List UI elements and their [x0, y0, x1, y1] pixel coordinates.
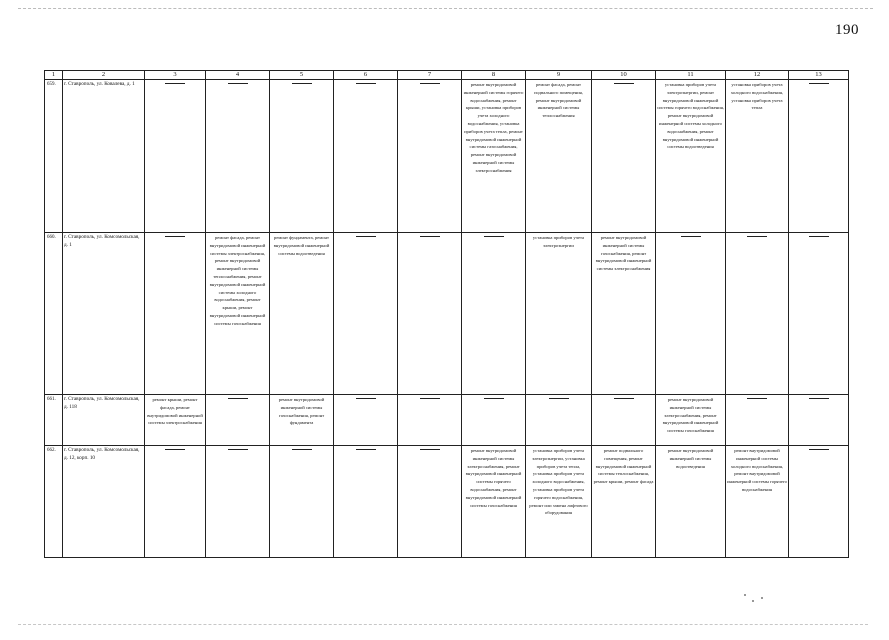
- cell-col-11: установка приборов учета электроэнергии, ремонт внутридомовой инженерной системы горячего водоснабжения, ремонт внутридомовой инженерной системы холодного водоснабжения, ремонт внутридомовой инженерной системы водоотведения: [656, 80, 726, 233]
- column-header: 3: [145, 71, 206, 80]
- cell-col-5: ремонт внутридомовой инженерной системы газоснабжения, ремонт фундамента: [270, 395, 334, 446]
- cell-col-4: [206, 395, 270, 446]
- empty-dash: [747, 236, 767, 237]
- column-header: 5: [270, 71, 334, 80]
- cell-col-3: [145, 446, 206, 558]
- empty-dash: [809, 236, 829, 237]
- cell-col-6: [334, 233, 398, 395]
- cell-col-13: [789, 80, 849, 233]
- cell-col-9: установка приборов учета электроэнергии, установка приборов учета тепла, установка приборов учета холодного водоснабжения, установка приборов учета горячего водоснабжения, ремонт или замена лифтового оборудования: [526, 446, 592, 558]
- empty-dash: [809, 449, 829, 450]
- cell-col-12: [726, 395, 789, 446]
- column-header: 9: [526, 71, 592, 80]
- table-row: [45, 80, 849, 233]
- column-header: 2: [63, 71, 145, 80]
- cell-col-6: [334, 446, 398, 558]
- row-number: 662.: [45, 446, 63, 558]
- empty-dash: [681, 236, 701, 237]
- column-header: 11: [656, 71, 726, 80]
- cell-col-3: [145, 233, 206, 395]
- table-row: [45, 395, 849, 446]
- cell-col-4: ремонт фасада, ремонт внутридомовой инженерной системы электроснабжения, ремонт внутридомовой инженерной системы теплоснабжения, ремонт внутридомовой инженерной системы холодного водоснабжения, ремонт крыши, ремонт внутридомовой инженерной системы газоснабжения: [206, 233, 270, 395]
- table-row: [45, 233, 849, 395]
- cell-col-12: установка приборов учета холодного водоснабжения, установка приборов учета тепла: [726, 80, 789, 233]
- column-header: 4: [206, 71, 270, 80]
- cell-col-13: [789, 446, 849, 558]
- cell-col-7: [398, 446, 462, 558]
- empty-dash: [165, 236, 185, 237]
- cell-col-8: [462, 233, 526, 395]
- cell-col-10: [592, 395, 656, 446]
- cell-col-4: [206, 80, 270, 233]
- scan-top-edge: [18, 8, 873, 9]
- empty-dash: [165, 449, 185, 450]
- cell-col-11: [656, 233, 726, 395]
- cell-col-11: ремонт внутридомовой инженерной системы водоотведения: [656, 446, 726, 558]
- empty-dash: [356, 83, 376, 84]
- empty-dash: [484, 398, 504, 399]
- cell-col-6: [334, 395, 398, 446]
- cell-col-12: ремонт внутридомовой инженерной системы холодного водоснабжения, ремонт внутридомовой инженерной системы горячего водоснабжения: [726, 446, 789, 558]
- table-row: [45, 446, 849, 558]
- column-header: 6: [334, 71, 398, 80]
- empty-dash: [614, 398, 634, 399]
- overhaul-schedule-table: [44, 70, 849, 558]
- row-address: г. Ставрополь, ул. Комсомольская, д. 1: [63, 233, 145, 395]
- page-number: 190: [835, 22, 859, 38]
- empty-dash: [484, 236, 504, 237]
- scan-bottom-edge: [18, 624, 868, 625]
- cell-col-9: установка приборов учета электроэнергии: [526, 233, 592, 395]
- scan-speck: [744, 594, 746, 596]
- cell-col-13: [789, 233, 849, 395]
- row-address: г. Ставрополь, ул. Комсомольская, д. 118: [63, 395, 145, 446]
- cell-col-5: [270, 80, 334, 233]
- empty-dash: [549, 398, 569, 399]
- cell-col-11: ремонт внутридомовой инженерной системы электроснабжения, ремонт внутридомовой инженерной системы газоснабжения: [656, 395, 726, 446]
- cell-col-3: [145, 80, 206, 233]
- empty-dash: [356, 236, 376, 237]
- cell-col-13: [789, 395, 849, 446]
- empty-dash: [809, 398, 829, 399]
- empty-dash: [614, 83, 634, 84]
- cell-col-7: [398, 395, 462, 446]
- empty-dash: [292, 449, 312, 450]
- cell-col-12: [726, 233, 789, 395]
- empty-dash: [165, 83, 185, 84]
- row-number: 660.: [45, 233, 63, 395]
- column-header: 1: [45, 71, 63, 80]
- cell-col-10: [592, 80, 656, 233]
- cell-col-8: [462, 395, 526, 446]
- empty-dash: [228, 398, 248, 399]
- row-number: 661.: [45, 395, 63, 446]
- cell-col-5: [270, 446, 334, 558]
- cell-col-10: ремонт внутридомовой инженерной системы газоснабжения, ремонт внутридомовой инженерной системы электроснабжения: [592, 233, 656, 395]
- scan-speck: [752, 600, 754, 602]
- cell-col-8: ремонт внутридомовой инженерной системы электроснабжения, ремонт внутридомовой инженерной системы горячего водоснабжения, ремонт внутридомовой инженерной системы газоснабжения: [462, 446, 526, 558]
- empty-dash: [809, 83, 829, 84]
- cell-col-9: ремонт фасада, ремонт подвального помещения, ремонт внутридомовой инженерной системы теплоснабжения: [526, 80, 592, 233]
- empty-dash: [356, 398, 376, 399]
- empty-dash: [228, 83, 248, 84]
- empty-dash: [420, 236, 440, 237]
- cell-col-7: [398, 233, 462, 395]
- empty-dash: [228, 449, 248, 450]
- empty-dash: [356, 449, 376, 450]
- cell-col-10: ремонт подвального помещения, ремонт внутридомовой инженерной системы теплоснабжения, ремонт крыши, ремонт фасада: [592, 446, 656, 558]
- cell-col-3: ремонт крыши, ремонт фасада, ремонт внутридомовой инженерной системы электроснабжения: [145, 395, 206, 446]
- column-header: 8: [462, 71, 526, 80]
- empty-dash: [420, 398, 440, 399]
- column-header: 12: [726, 71, 789, 80]
- cell-col-5: ремонт фундамента, ремонт внутридомовой инженерной системы водоотведения: [270, 233, 334, 395]
- row-number: 659.: [45, 80, 63, 233]
- empty-dash: [420, 83, 440, 84]
- row-address: г. Ставрополь, ул. Ковалева, д. 1: [63, 80, 145, 233]
- empty-dash: [292, 83, 312, 84]
- row-address: г. Ставрополь, ул. Комсомольская, д. 12, корп. 10: [63, 446, 145, 558]
- empty-dash: [747, 398, 767, 399]
- column-header: 7: [398, 71, 462, 80]
- cell-col-6: [334, 80, 398, 233]
- column-header: 13: [789, 71, 849, 80]
- column-number-row: [45, 71, 849, 80]
- column-header: 10: [592, 71, 656, 80]
- cell-col-4: [206, 446, 270, 558]
- cell-col-7: [398, 80, 462, 233]
- empty-dash: [420, 449, 440, 450]
- cell-col-8: ремонт внутридомовой инженерной системы горячего водоснабжения, ремонт крыши, установка приборов учета холодного водоснабжения, установка приборов учета тепла, ремонт внутридомовой инженерной системы газоснабжения, ремонт внутридомовой инженерной системы электроснабжения: [462, 80, 526, 233]
- cell-col-9: [526, 395, 592, 446]
- scan-speck: [761, 597, 763, 599]
